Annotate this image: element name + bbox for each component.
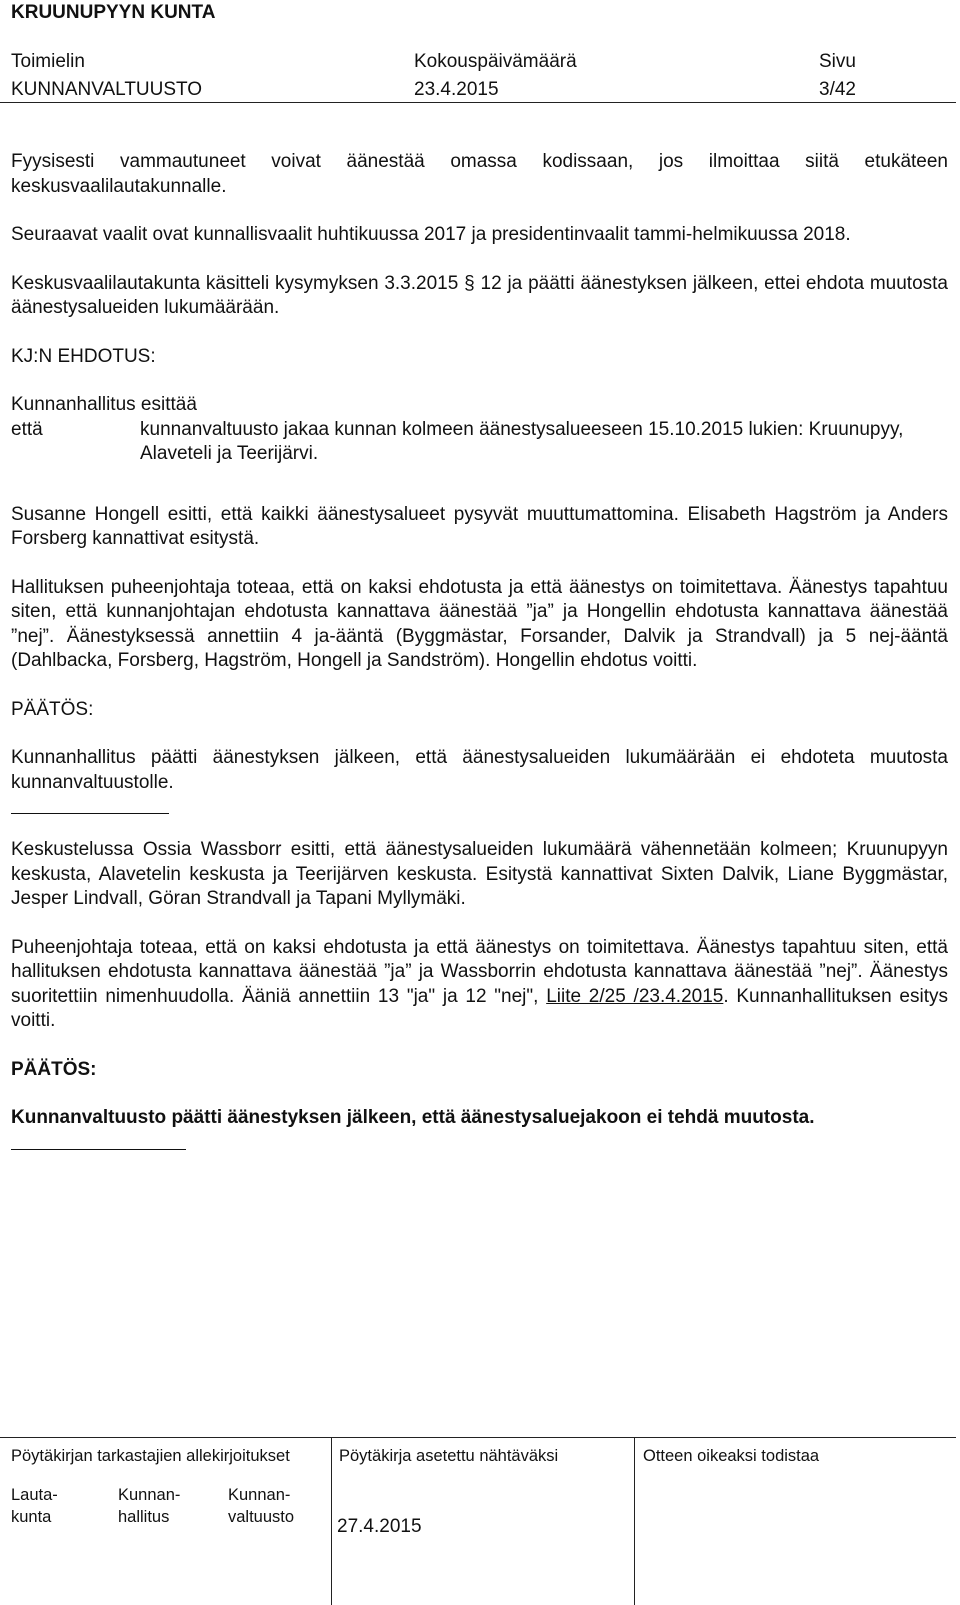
decision1-text: Kunnanhallitus päätti äänestyksen jälkeen, että äänestysalueiden lukumäärään ei ehdoteta muutosta kunnanvaltuustolle. — [11, 747, 948, 793]
decision2-text: Kunnanvaltuusto päätti äänestyksen jälkeen, että äänestysaluejakoon ei tehdä muutosta. — [11, 1107, 815, 1128]
paragraph-election-board: Keskusvaalilautakunta käsitteli kysymyksen 3.3.2015 § 12 ja päätti äänestyksen jälkeen, ettei ehdota muutosta äänestysalueiden lukumäärään. — [11, 272, 948, 318]
proposal-row — [11, 418, 948, 467]
header-value-body: KUNNANVALTUUSTO — [11, 79, 203, 100]
header-value-page: 3/42 — [819, 79, 856, 100]
section-separator-end — [11, 1149, 186, 1150]
header-value-meeting-date: 23.4.2015 — [414, 79, 499, 100]
header-label-page: Sivu — [819, 51, 856, 72]
footer-column-divider — [331, 1437, 332, 1605]
paragraph-upcoming-elections: Seuraavat vaalit ovat kunnallisvaalit huhtikuussa 2017 ja presidentinvaalit tammi-helmikuussa 2018. — [11, 224, 851, 245]
footer-sign-council: Kunnan- valtuusto — [228, 1486, 295, 1526]
footer-divider — [0, 1437, 956, 1438]
paragraph-council-vote — [11, 936, 948, 1034]
header-label-meeting-date: Kokouspäivämäärä — [414, 51, 577, 72]
footer-label-posted: Pöytäkirja asetettu nähtäväksi — [339, 1447, 559, 1465]
header-label-body: Toimielin — [11, 51, 85, 72]
footer-posted-date: 27.4.2015 — [337, 1516, 422, 1537]
paragraph-board-vote: Hallituksen puheenjohtaja toteaa, että on kaksi ehdotusta ja että äänestys on toimitettava. Äänestys tapahtuu siten, että kunnanjohtajan ehdotusta kannattava äänestää ”ja” ja Hongellin ehdotusta kannattava äänestää ”nej”. Äänestyksessä annettiin 4 ja-ääntä (Byggmästar, Forsander, Dalvik ja Strandvall) ja 5 nej-ääntä (Dahlbacka, Forsberg, Hagström, Hongell ja Sandström). Hongellin ehdotus voitti. — [11, 576, 948, 671]
decision1-heading: PÄÄTÖS: — [11, 698, 94, 720]
paragraph-hongell-proposal: Susanne Hongell esitti, että kaikki äänestysalueet pysyvät muuttumattomina. Elisabeth Hagström ja Anders Forsberg kannattivat esitystä. — [11, 503, 948, 549]
footer-label-signatures: Pöytäkirjan tarkastajien allekirjoitukset — [11, 1447, 290, 1465]
proposal-heading: KJ:N EHDOTUS: — [11, 345, 156, 367]
council-vote-text: Puheenjohtaja toteaa, että on kaksi ehdotusta ja että äänestys on toimitettava. Äänestys tapahtuu siten, että hallituksen ehdotusta kannattava äänestää ”ja” ja Wassborrin ehdotusta kannattava äänestää ”nej”. Äänestys suoritettiin nimenhuudolla. Ääniä annettiin 13 "ja" ja 12 "nej", — [11, 936, 948, 1007]
minutes-body — [11, 150, 948, 1150]
proposal-intro: Kunnanhallitus esittää — [11, 394, 197, 415]
proposal-text: kunnanvaltuusto jakaa kunnan kolmeen äänestysalueeseen 15.10.2015 lukien: Kruunupyy, Alaveteli ja Teerijärvi. — [140, 418, 904, 464]
footer-sign-board: Lauta- kunta — [11, 1486, 58, 1526]
paragraph-wassborr-proposal: Keskustelussa Ossia Wassborr esitti, että äänestysalueiden lukumäärä vähennetään kolmeen; Kruunupyyn keskusta, Alavetelin keskusta ja Teerijärven keskusta. Esitystä kannattivat Sixten Dalvik, Liane Byggmästar, Jesper Lindvall, Göran Strandvall ja Tapani Myllymäki. — [11, 839, 948, 909]
council-vote-result: . Kunnanhallituksen esitys voitti. — [11, 985, 948, 1031]
footer-column-divider — [634, 1437, 635, 1605]
header-divider — [0, 102, 956, 103]
organization-name: KRUUNUPYYN KUNTA — [11, 2, 216, 23]
footer-label-certified: Otteen oikeaksi todistaa — [643, 1447, 820, 1465]
decision2-heading: PÄÄTÖS: — [11, 1058, 97, 1080]
attachment-link[interactable]: Liite 2/25 /23.4.2015 — [546, 985, 724, 1007]
footer-sign-municipal-board: Kunnan- hallitus — [118, 1486, 181, 1526]
proposal-lead: että — [11, 418, 43, 440]
paragraph-home-voting: Fyysisesti vammautuneet voivat äänestää omassa kodissaan, jos ilmoittaa siitä etukäteen keskusvaalilautakunnalle. — [11, 151, 948, 197]
